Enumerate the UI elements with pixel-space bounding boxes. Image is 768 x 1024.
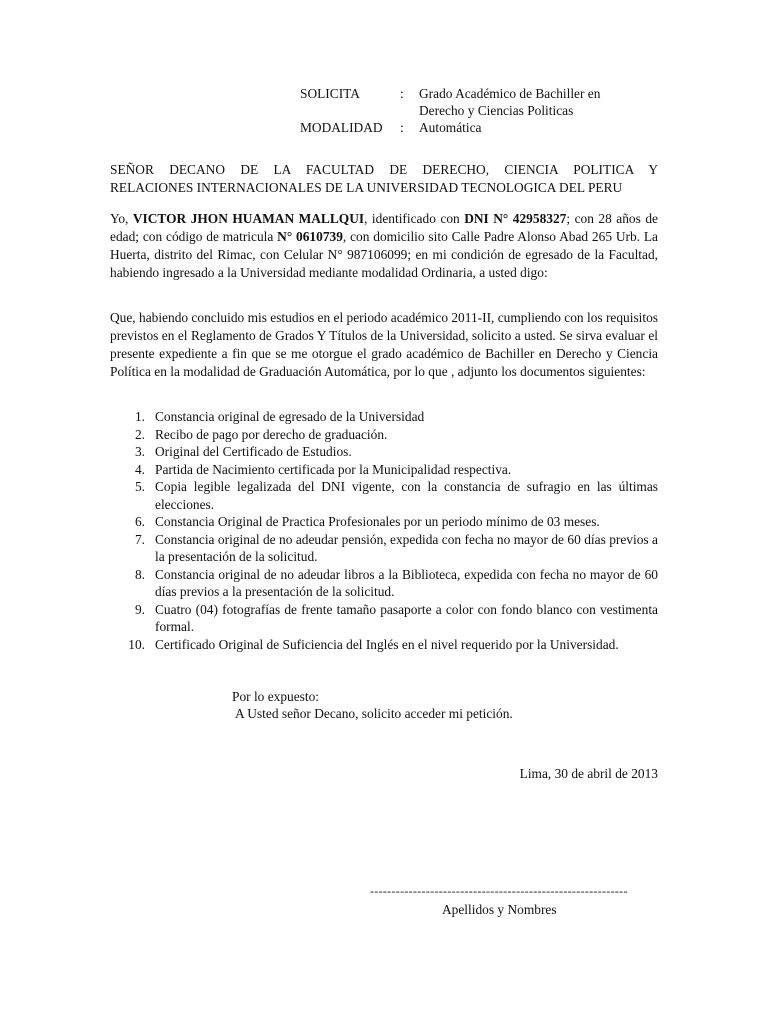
- list-item: [110, 478, 658, 513]
- list-text: Original del Certificado de Estudios.: [155, 444, 352, 459]
- list-item: [110, 408, 658, 426]
- signature-label: Apellidos y Nombres: [442, 902, 557, 917]
- closing-line: A Usted señor Decano, solicito acceder mi petición.: [235, 706, 513, 721]
- documents-list: [110, 408, 658, 653]
- list-number: 9.: [134, 601, 145, 617]
- closing-line: Por lo expuesto:: [232, 689, 320, 704]
- list-item: [110, 531, 658, 566]
- header-value-line: Derecho y Ciencias Politicas: [419, 103, 574, 118]
- intro-paragraph: [110, 210, 658, 282]
- body-paragraph: Que, habiendo concluido mis estudios en el periodo académico 2011-II, cumpliendo con los requisitos previstos en el Reglamento de Grados Y Títulos de la Universidad, solicito a usted. Se sirva evaluar el presente expediente a fin que se me otorgue el grado académico de Bachiller en Derecho y Ciencia Política en la modalidad de Graduación Automática, por lo que , adjunto los documentos siguientes:: [110, 310, 659, 379]
- list-number: 8.: [134, 566, 145, 582]
- signature-line: ------------------------------------------------------------: [370, 884, 628, 898]
- intro-text: , con domicilio sito Calle Padre Alonso Abad 265 Urb. La Huerta, distrito del Rimac, con Celular N° 987106099; en mi condición de egresado de la Facultad, habiendo ingresado a la Universidad mediante modalidad Ordinaria, a usted digo:: [110, 229, 658, 280]
- closing-block: [232, 688, 513, 722]
- list-text: Constancia original de no adeudar pensión, expedida con fecha no mayor de 60 días previos a la presentación de la solicitud.: [155, 531, 658, 564]
- header-value: [419, 85, 659, 119]
- list-text: Cuatro (04) fotografías de frente tamaño pasaporte a color con fondo blanco con vestimenta formal.: [155, 601, 658, 634]
- intro-text: , identificado con: [364, 211, 465, 226]
- intro-text: Yo,: [110, 211, 133, 226]
- recipient-block: [110, 161, 658, 197]
- list-item: [110, 443, 658, 461]
- list-number: 1.: [134, 409, 145, 424]
- list-text: Constancia original de egresado de la Universidad: [155, 409, 425, 424]
- list-number: 4.: [134, 461, 145, 477]
- intro-text: ; con 28 años de edad; con código de matricula: [110, 211, 658, 244]
- recipient-line: RELACIONES INTERNACIONALES DE LA UNIVERSIDAD TECNOLOGICA DEL PERU: [110, 180, 623, 195]
- list-item: [110, 513, 658, 531]
- list-text: Constancia Original de Practica Profesionales por un periodo mínimo de 03 meses.: [155, 514, 600, 529]
- dni-number: DNI N° 42958327: [464, 211, 567, 226]
- list-item: [110, 461, 658, 479]
- recipient-line: SEÑOR DECANO DE LA FACULTAD DE DERECHO, CIENCIA POLITICA Y: [110, 162, 658, 177]
- list-number: 2.: [134, 426, 145, 442]
- list-number: 10.: [128, 636, 145, 652]
- list-number: 3.: [134, 444, 145, 459]
- header-label: SOLICITA: [300, 86, 360, 101]
- list-text: Recibo de pago por derecho de graduación.: [155, 426, 388, 442]
- list-text: Copia legible legalizada del DNI vigente, con la constancia de sufragio en las últimas elecciones.: [155, 479, 658, 512]
- header-label: MODALIDAD: [300, 120, 383, 135]
- list-item: [110, 636, 658, 654]
- list-item: [110, 601, 658, 636]
- list-text: Certificado Original de Suficiencia del Inglés en el nivel requerido por la Universidad.: [155, 636, 619, 652]
- list-text: Constancia original de no adeudar libros a la Biblioteca, expedida con fecha no mayor de 60 días previos a la presentación de la solicitud.: [155, 566, 658, 599]
- list-item: [110, 566, 658, 601]
- applicant-name: VICTOR JHON HUAMAN MALLQUI: [132, 211, 365, 226]
- list-number: 5.: [134, 479, 145, 494]
- header-colon: :: [400, 120, 404, 135]
- request-header: [300, 85, 659, 136]
- list-number: 6.: [134, 514, 145, 529]
- document-date: Lima, 30 de abril de 2013: [519, 766, 658, 781]
- header-colon: :: [400, 86, 404, 101]
- header-row-modalidad: [300, 119, 659, 136]
- header-value-line: Grado Académico de Bachiller en: [419, 86, 601, 101]
- list-number: 7.: [134, 531, 145, 547]
- header-value: Automática: [419, 120, 482, 135]
- list-text: Partida de Nacimiento certificada por la Municipalidad respectiva.: [155, 461, 512, 477]
- header-row-solicita: [300, 85, 659, 119]
- list-item: [110, 426, 658, 444]
- enrollment-code: N° 0610739: [277, 229, 343, 244]
